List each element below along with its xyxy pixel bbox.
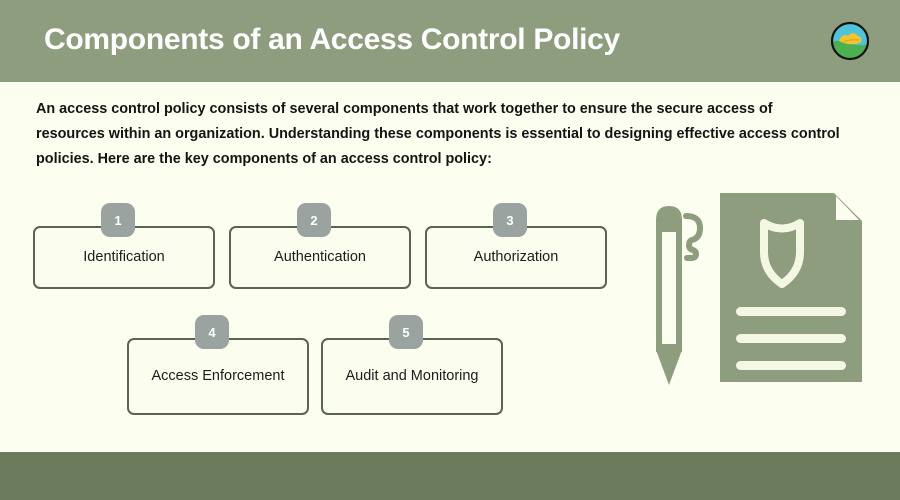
illustration-svg: [648, 190, 868, 390]
text-line: [736, 361, 846, 370]
badge-number: 5: [402, 324, 410, 340]
intro-paragraph: An access control policy consists of several components that work together to ensure the secure access of resources within an organization. Understanding these components is essential to designing effective access control policies. Here are the key components of an access control policy:: [36, 101, 840, 167]
badge-number: 4: [208, 324, 216, 340]
footer-bar: [0, 452, 900, 500]
component-label: Authentication: [274, 249, 366, 265]
component-box-access-enforcement[interactable]: [127, 338, 309, 415]
component-label: Audit and Monitoring: [345, 368, 479, 384]
component-label: Identification: [83, 249, 165, 265]
leaf-landscape-logo: [829, 20, 871, 62]
text-line: [736, 307, 846, 316]
component-badge-4: [195, 315, 229, 349]
component-badge-3: [493, 203, 527, 237]
header-bar: [0, 0, 900, 82]
component-box-audit-and-monitoring[interactable]: [321, 338, 503, 415]
page-title: Components of an Access Control Policy: [44, 23, 620, 56]
components-diagram: [0, 180, 640, 430]
component-badge-1: [101, 203, 135, 237]
pen-icon: [656, 206, 700, 385]
component-badge-5: [389, 315, 423, 349]
document-with-shield-and-pen-illustration: [648, 190, 868, 390]
logo-svg: [829, 20, 871, 62]
badge-number: 3: [506, 212, 514, 228]
badge-number: 1: [114, 212, 122, 228]
text-line: [736, 334, 846, 343]
document-icon: [720, 193, 862, 382]
component-badge-2: [297, 203, 331, 237]
badge-number: 2: [310, 212, 318, 228]
component-label: Access Enforcement: [151, 368, 285, 384]
component-label: Authorization: [473, 249, 559, 265]
